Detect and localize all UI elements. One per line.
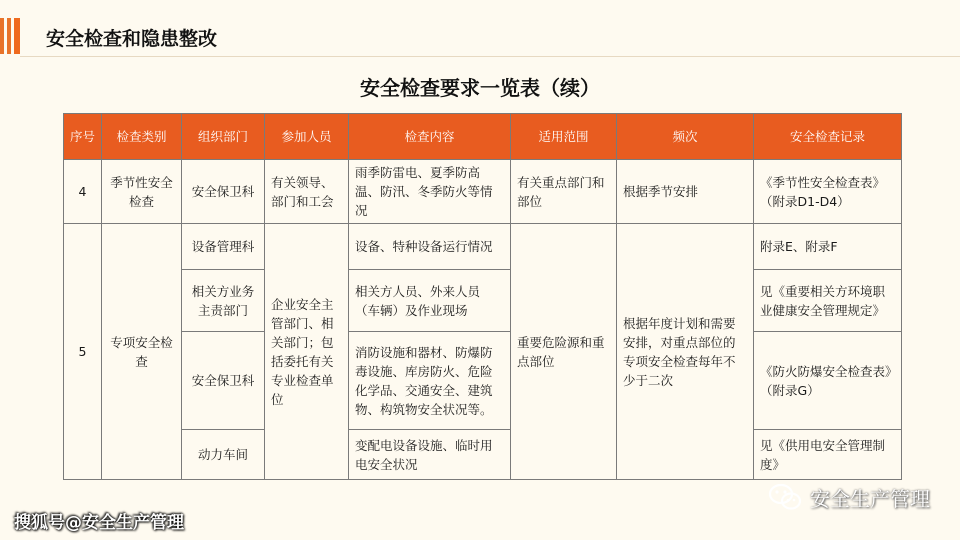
wechat-icon (768, 482, 802, 512)
row5-record-2: 见《重要相关方环境职业健康安全管理规定》 (754, 270, 902, 332)
header-scope: 适用范围 (511, 114, 617, 160)
row5-dept-1: 设备管理科 (182, 224, 265, 270)
row5-content-4: 变配电设备设施、临时用电安全状况 (349, 430, 511, 480)
row4-participants: 有关领导、部门和工会 (265, 160, 349, 224)
row5-seq: 5 (64, 224, 102, 480)
table-row (64, 160, 902, 224)
row4-dept: 安全保卫科 (182, 160, 265, 224)
title-divider (20, 56, 960, 57)
document-title: 安全检查要求一览表（续） (360, 76, 600, 100)
row4-seq: 4 (64, 160, 102, 224)
wechat-account-name: 安全生产管理 (810, 486, 930, 511)
table-header-row (64, 114, 902, 160)
header-record: 安全检查记录 (754, 114, 902, 160)
header-seq: 序号 (64, 114, 102, 160)
row4-scope: 有关重点部门和部位 (511, 160, 617, 224)
header-category: 检查类别 (102, 114, 182, 160)
corner-accent-bars (0, 18, 24, 54)
row5-frequency: 根据年度计划和需要安排，对重点部位的专项安全检查每年不少于二次 (617, 224, 754, 480)
row5-dept-3: 安全保卫科 (182, 332, 265, 430)
row5-dept-4: 动力车间 (182, 430, 265, 480)
row5-record-1: 附录E、附录F (754, 224, 902, 270)
row5-content-1: 设备、特种设备运行情况 (349, 224, 511, 270)
row4-category: 季节性安全检查 (102, 160, 182, 224)
row4-record: 《季节性安全检查表》（附录D1-D4） (754, 160, 902, 224)
page-title: 安全检查和隐患整改 (46, 28, 218, 50)
row5-content-2: 相关方人员、外来人员（车辆）及作业现场 (349, 270, 511, 332)
safety-inspection-table (63, 113, 902, 480)
row4-frequency: 根据季节安排 (617, 160, 754, 224)
table-row (64, 270, 902, 332)
table-row (64, 224, 902, 270)
header-frequency: 频次 (617, 114, 754, 160)
header-dept: 组织部门 (182, 114, 265, 160)
row4-content: 雨季防雷电、夏季防高温、防汛、冬季防火等情况 (349, 160, 511, 224)
wechat-watermark (768, 482, 930, 512)
table-row (64, 332, 902, 430)
row5-record-4: 见《供用电安全管理制度》 (754, 430, 902, 480)
sohu-watermark: 搜狐号@安全生产管理 (14, 513, 184, 533)
row5-dept-2: 相关方业务主责部门 (182, 270, 265, 332)
table-row (64, 430, 902, 480)
row5-record-3: 《防火防爆安全检查表》（附录G） (754, 332, 902, 430)
row5-scope: 重要危险源和重点部位 (511, 224, 617, 480)
row5-content-3: 消防设施和器材、防爆防毒设施、库房防火、危险化学品、交通安全、建筑物、构筑物安全状况等。 (349, 332, 511, 430)
header-participants: 参加人员 (265, 114, 349, 160)
header-content: 检查内容 (349, 114, 511, 160)
row5-participants: 企业安全主管部门、相关部门；包括委托有关专业检查单位 (265, 224, 349, 480)
row5-category: 专项安全检查 (102, 224, 182, 480)
